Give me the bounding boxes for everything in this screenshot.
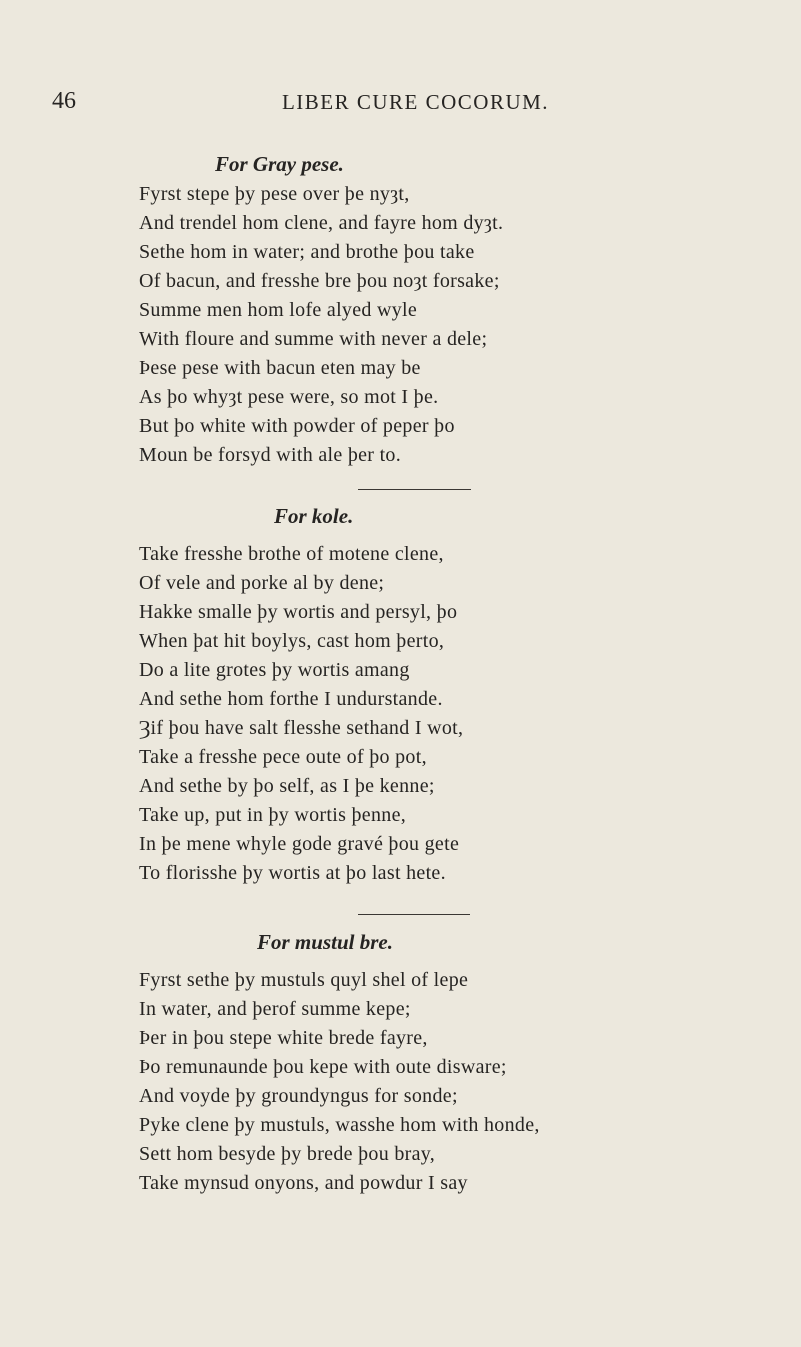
verse-line: Take fresshe brothe of motene clene, — [139, 543, 444, 565]
verse-line: When þat hit boylys, cast hom þerto, — [139, 630, 445, 652]
verse-line: Sethe hom in water; and brothe þou take — [139, 241, 475, 263]
verse-line: Þo remunaunde þou kepe with oute disware; — [139, 1056, 507, 1078]
recipe-title: For mustul bre. — [257, 930, 393, 954]
verse-line: Take up, put in þy wortis þenne, — [139, 804, 407, 826]
recipe-kole — [139, 500, 785, 888]
verse-line: Moun be forsyd with ale þer to. — [139, 444, 402, 466]
recipe-mustul-bre — [139, 926, 785, 1198]
verse-line: Fyrst stepe þy pese over þe nyȝt, — [139, 183, 410, 205]
verse-line: Of vele and porke al by dene; — [139, 572, 385, 594]
verse-line: Þese pese with bacun eten may be — [139, 357, 421, 379]
verse-line: Ȝif þou have salt flesshe sethand I wot, — [139, 717, 464, 739]
verse-line: Hakke smalle þy wortis and persyl, þo — [139, 601, 458, 623]
verse-line: But þo white with powder of peper þo — [139, 415, 455, 437]
running-title: LIBER CURE COCORUM. — [281, 90, 550, 114]
verse-line: Take mynsud onyons, and powdur I say — [139, 1172, 468, 1194]
verse-line: With floure and summe with never a dele; — [139, 328, 488, 350]
verse-line: Sett hom besyde þy brede þou bray, — [139, 1143, 436, 1165]
verse-line: And voyde þy groundyngus for sonde; — [139, 1085, 458, 1107]
recipe-gray-pese — [139, 148, 785, 470]
recipe-title: For Gray pese. — [215, 152, 344, 176]
verse-line: And sethe by þo self, as I þe kenne; — [139, 775, 435, 797]
verse-line: And sethe hom forthe I undurstande. — [139, 688, 443, 710]
verse-line: Take a fresshe pece oute of þo pot, — [139, 746, 427, 768]
section-divider — [358, 914, 470, 915]
verse-line: And trendel hom clene, and fayre hom dyȝt. — [139, 212, 504, 234]
verse-line: Summe men hom lofe alyed wyle — [139, 299, 418, 321]
verse-line: Þer in þou stepe white brede fayre, — [139, 1027, 428, 1049]
page-header — [0, 88, 801, 118]
verse-line: As þo whyȝt pese were, so mot I þe. — [139, 386, 439, 408]
verse-line: To florisshe þy wortis at þo last hete. — [139, 862, 446, 884]
verse-line: Do a lite grotes þy wortis amang — [139, 659, 410, 681]
verse-line: Fyrst sethe þy mustuls quyl shel of lepe — [139, 969, 469, 991]
section-divider — [358, 489, 471, 490]
verse-line: In þe mene whyle gode gravé þou gete — [139, 833, 460, 855]
verse-line: Of bacun, and fresshe bre þou noȝt forsake; — [139, 270, 500, 292]
verse-line: Pyke clene þy mustuls, wasshe hom with honde, — [139, 1114, 540, 1136]
page-number: 46 — [52, 88, 76, 114]
verse-line: In water, and þerof summe kepe; — [139, 998, 411, 1020]
recipe-title: For kole. — [274, 504, 354, 528]
